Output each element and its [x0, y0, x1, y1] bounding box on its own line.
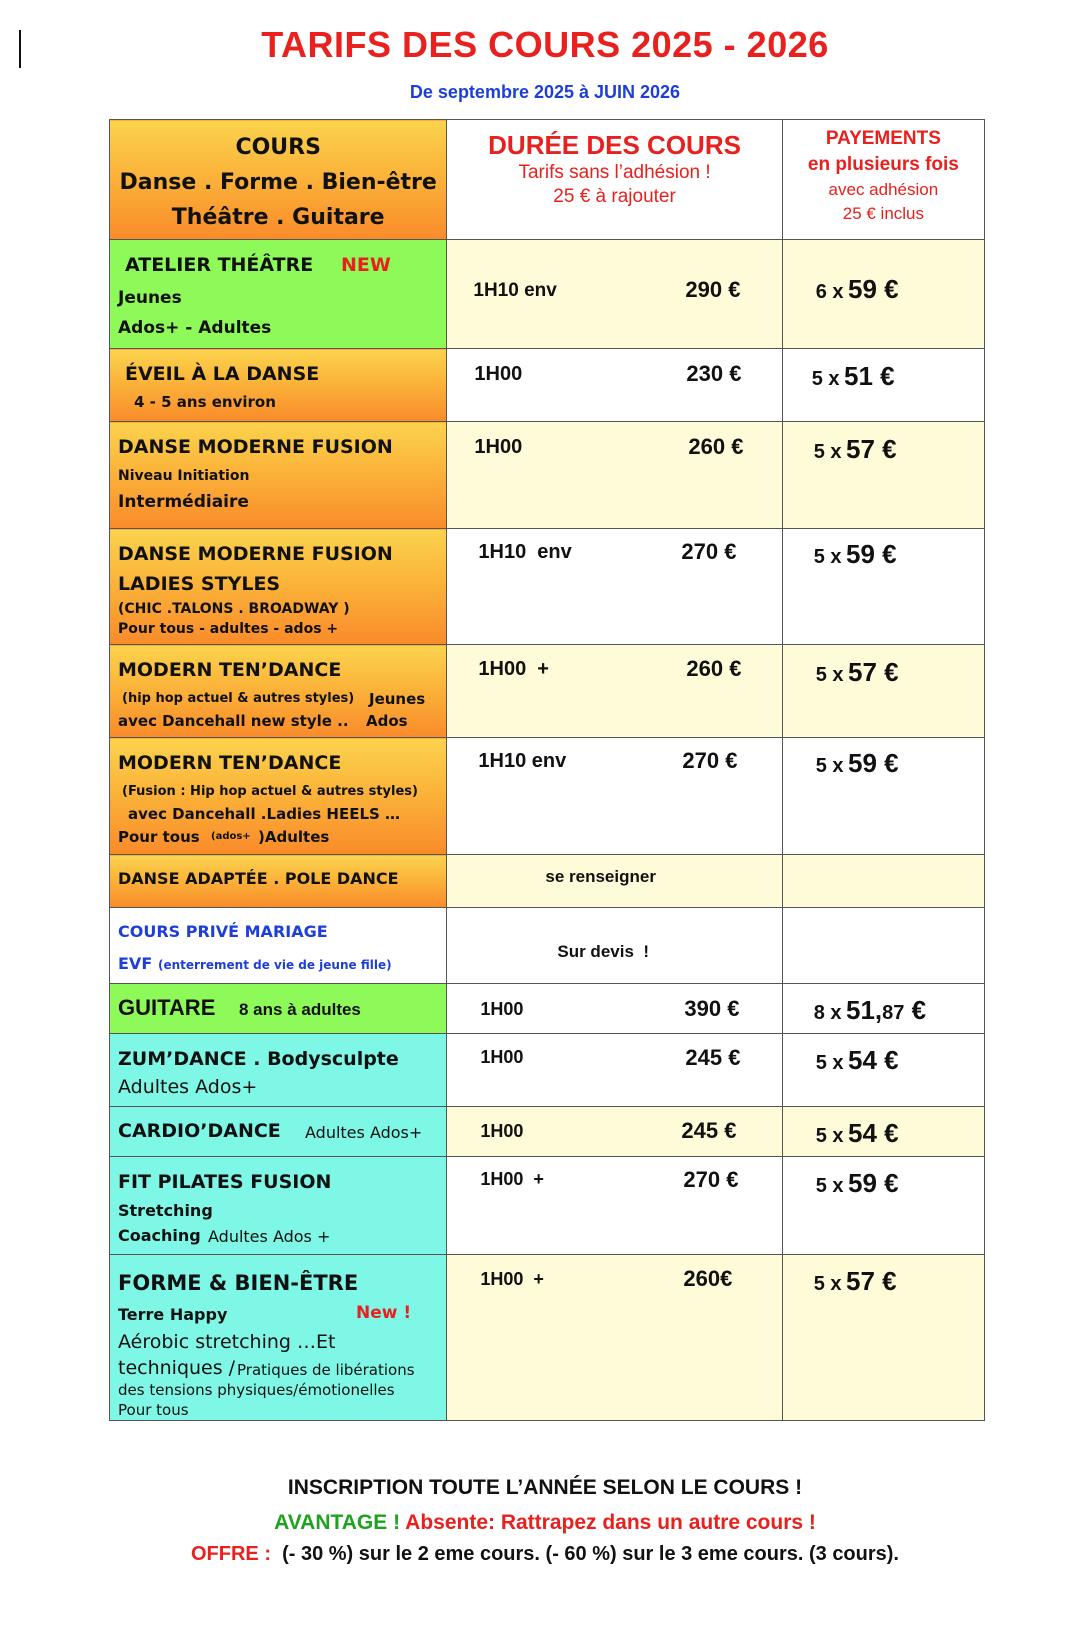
info-cell	[447, 908, 782, 984]
course-audience-2: Ados+ - Adultes	[118, 318, 272, 338]
advantage-label: AVANTAGE !	[274, 1511, 401, 1534]
payment-cell	[782, 908, 984, 984]
course-audience-note: (ados+	[211, 831, 251, 842]
installment-count: 6 x	[815, 281, 844, 303]
course-duration: 1H00	[480, 999, 524, 1019]
duration-cell	[447, 240, 782, 349]
payment-cell	[782, 1107, 984, 1157]
table-row	[110, 855, 985, 908]
payment-cell	[782, 349, 984, 422]
duration-cell	[447, 645, 782, 738]
installment-amount: 57 €	[846, 1266, 897, 1296]
course-audience: Adultes Ados+	[305, 1123, 423, 1142]
course-duration: 1H00	[480, 1121, 524, 1141]
table-row	[110, 645, 985, 738]
payment-cell	[782, 738, 984, 855]
installment-count: 5 x	[811, 368, 840, 390]
header-courses	[110, 120, 447, 240]
course-name: ZUM’DANCE . Bodysculpte	[118, 1048, 399, 1070]
course-subtitle: LADIES STYLES	[118, 573, 281, 595]
course-level: Niveau Initiation	[118, 468, 250, 484]
table-header-row	[110, 120, 985, 240]
installment-amount: 51 €	[844, 361, 895, 391]
course-price: 245 €	[685, 1045, 741, 1070]
course-audience: 8 ans à adultes	[239, 1000, 361, 1019]
payment-cell	[782, 1157, 984, 1255]
course-duration: 1H00 +	[480, 1269, 544, 1289]
installment-amount: 51,	[846, 995, 883, 1025]
installment-amount: 57 €	[848, 657, 899, 687]
installment-count: 5 x	[815, 664, 844, 686]
duration-cell	[447, 529, 782, 645]
installment-amount: 54 €	[848, 1045, 899, 1075]
course-audience: Pour tous - adultes - ados +	[118, 621, 339, 637]
installment-amount: 54 €	[848, 1118, 899, 1148]
course-duration: 1H00	[474, 436, 523, 458]
course-price: 260€	[683, 1266, 733, 1291]
installment-amount: 59 €	[848, 274, 899, 304]
header-payments-title: PAYEMENTS	[825, 128, 941, 149]
course-level-2: Intermédiaire	[118, 492, 249, 512]
course-info: Sur devis !	[557, 942, 650, 961]
course-audience: 4 - 5 ans environ	[134, 393, 276, 411]
header-courses-types: Danse . Forme . Bien-être	[119, 170, 437, 195]
price-table	[109, 119, 985, 1421]
course-duration: 1H00 +	[478, 658, 549, 680]
course-audience: Jeunes	[118, 288, 182, 308]
installment-count: 5 x	[815, 1052, 844, 1074]
course-audience: Pour tous	[118, 828, 200, 846]
header-payments	[782, 120, 984, 240]
course-styles: (CHIC .TALONS . BROADWAY )	[118, 601, 350, 617]
course-audience-2: Ados	[366, 712, 408, 730]
course-cell	[110, 908, 447, 984]
duration-cell	[447, 738, 782, 855]
course-description: Aérobic stretching …Et	[118, 1331, 336, 1353]
course-duration: 1H00 +	[480, 1169, 544, 1189]
course-duration: 1H10 env	[473, 280, 557, 301]
course-cell	[110, 1034, 447, 1107]
table-row	[110, 1157, 985, 1255]
installment-amount: 59 €	[848, 748, 899, 778]
payment-cell	[782, 645, 984, 738]
course-name: MODERN TEN’DANCE	[118, 752, 342, 774]
installment-cents: 87	[882, 1002, 905, 1024]
payment-cell	[782, 240, 984, 349]
page-title: TARIFS DES COURS 2025 - 2026	[261, 24, 829, 65]
installment-amount: 59 €	[846, 539, 897, 569]
course-cell	[110, 738, 447, 855]
table-row	[110, 738, 985, 855]
header-payments-note1: avec adhésion	[828, 180, 939, 199]
footer-advantage	[0, 1511, 1090, 1535]
header-duration	[447, 120, 782, 240]
installment-count: 5 x	[815, 1125, 844, 1147]
installment-count: 5 x	[813, 1273, 842, 1295]
installment-amount: 59 €	[848, 1168, 899, 1198]
course-name: DANSE MODERNE FUSION	[118, 543, 393, 565]
installment-count: 5 x	[815, 1175, 844, 1197]
header-courses-title: COURS	[235, 135, 321, 160]
table-row	[110, 1034, 985, 1107]
payment-cell	[782, 529, 984, 645]
offer-text: (- 30 %) sur le 2 eme cours. (- 60 %) sur le 3 eme cours. (3 cours).	[270, 1543, 899, 1565]
table-row	[110, 908, 985, 984]
duration-cell	[447, 1157, 782, 1255]
table-row	[110, 529, 985, 645]
advantage-text: Absente: Rattrapez dans un autre cours !	[400, 1511, 816, 1534]
header-duration-title: DURÉE DES COURS	[488, 130, 741, 160]
offer-label: OFFRE :	[190, 1543, 271, 1565]
course-subtitle: Stretching	[118, 1201, 213, 1220]
header-courses-types2: Théâtre . Guitare	[171, 205, 385, 230]
course-cell	[110, 855, 447, 908]
duration-cell	[447, 422, 782, 529]
duration-cell	[447, 349, 782, 422]
course-cell	[110, 1107, 447, 1157]
header-duration-note1: Tarifs sans l’adhésion !	[518, 162, 711, 183]
table-row	[110, 422, 985, 529]
installment-count: 5 x	[813, 441, 842, 463]
course-name: COURS PRIVÉ MARIAGE	[118, 922, 328, 941]
course-subname: EVF	[118, 954, 153, 973]
course-audience: Adultes Ados +	[208, 1227, 331, 1246]
page-subtitle: De septembre 2025 à JUIN 2026	[409, 82, 681, 102]
installment-count: 5 x	[815, 755, 844, 777]
course-styles: (Fusion : Hip hop actuel & autres styles)	[122, 784, 418, 799]
table-row	[110, 349, 985, 422]
course-price: 270 €	[682, 748, 738, 773]
header-payments-sub: en plusieurs fois	[807, 154, 959, 175]
course-name: FORME & BIEN-ÊTRE	[118, 1271, 359, 1295]
course-audience-2: )Adultes	[258, 828, 330, 846]
course-styles: (hip hop actuel & autres styles)	[122, 691, 355, 706]
course-price: 390 €	[684, 996, 740, 1021]
table-row	[110, 984, 985, 1034]
installment-amount: 57 €	[846, 434, 897, 464]
course-description-3: Pratiques de libérations	[237, 1361, 415, 1379]
course-duration: 1H10 env	[478, 541, 572, 563]
footer-registration: INSCRIPTION TOUTE L’ANNÉE SELON LE COURS !	[287, 1476, 803, 1499]
course-audience: Jeunes	[369, 690, 426, 708]
course-name: DANSE MODERNE FUSION	[118, 436, 393, 458]
course-name: FIT PILATES FUSION	[118, 1171, 332, 1193]
installment-currency: €	[904, 995, 927, 1025]
course-subname-note: (enterrement de vie de jeune fille)	[158, 958, 392, 972]
course-name: GUITARE	[118, 995, 216, 1020]
payment-cell	[782, 1255, 984, 1421]
new-badge: New !	[356, 1303, 412, 1323]
course-duration: 1H00	[474, 363, 523, 385]
course-cell	[110, 1255, 447, 1421]
course-price: 245 €	[681, 1118, 737, 1143]
course-price: 230 €	[686, 361, 742, 386]
duration-cell	[447, 984, 782, 1034]
course-cell	[110, 529, 447, 645]
course-subtitle-2: Coaching	[118, 1226, 201, 1245]
info-cell	[447, 855, 782, 908]
course-name: ATELIER THÉÂTRE	[125, 254, 314, 276]
course-duration: 1H00	[480, 1047, 524, 1067]
course-price: 290 €	[685, 277, 741, 302]
installment-count: 8 x	[813, 1002, 842, 1024]
installment-count: 5 x	[813, 546, 842, 568]
course-price: 260 €	[688, 434, 744, 459]
course-name: CARDIO’DANCE	[118, 1120, 281, 1142]
course-price: 270 €	[681, 539, 737, 564]
new-badge: NEW	[341, 254, 391, 276]
table-row	[110, 1107, 985, 1157]
header-payments-note2: 25 € inclus	[842, 204, 925, 223]
course-cell	[110, 984, 447, 1034]
course-cell	[110, 1157, 447, 1255]
course-subtitle: Terre Happy	[118, 1305, 228, 1324]
duration-cell	[447, 1034, 782, 1107]
payment-cell	[782, 984, 984, 1034]
course-info: se renseigner	[545, 867, 656, 886]
course-description-2: techniques /	[118, 1357, 236, 1379]
course-duration: 1H10 env	[478, 750, 567, 772]
footer-offer	[0, 1543, 1090, 1566]
duration-cell	[447, 1255, 782, 1421]
course-cell	[110, 422, 447, 529]
course-name: MODERN TEN’DANCE	[118, 659, 342, 681]
course-cell	[110, 645, 447, 738]
course-audience: Pour tous	[118, 1401, 189, 1419]
header-duration-note2: 25 € à rajouter	[553, 186, 676, 207]
course-price: 260 €	[686, 656, 742, 681]
payment-cell	[782, 855, 984, 908]
duration-cell	[447, 1107, 782, 1157]
course-name: DANSE ADAPTÉE . POLE DANCE	[118, 869, 399, 888]
payment-cell	[782, 422, 984, 529]
course-cell	[110, 240, 447, 349]
course-description-4: des tensions physiques/émotionelles	[118, 1381, 395, 1399]
course-name: ÉVEIL À LA DANSE	[125, 363, 320, 385]
payment-cell	[782, 1034, 984, 1107]
course-price: 270 €	[683, 1167, 739, 1192]
course-extra: avec Dancehall new style ..	[118, 712, 349, 730]
course-audience: Adultes Ados+	[118, 1076, 258, 1098]
table-row	[110, 1255, 985, 1421]
course-cell	[110, 349, 447, 422]
course-extra: avec Dancehall .Ladies HEELS …	[128, 805, 401, 823]
table-row	[110, 240, 985, 349]
